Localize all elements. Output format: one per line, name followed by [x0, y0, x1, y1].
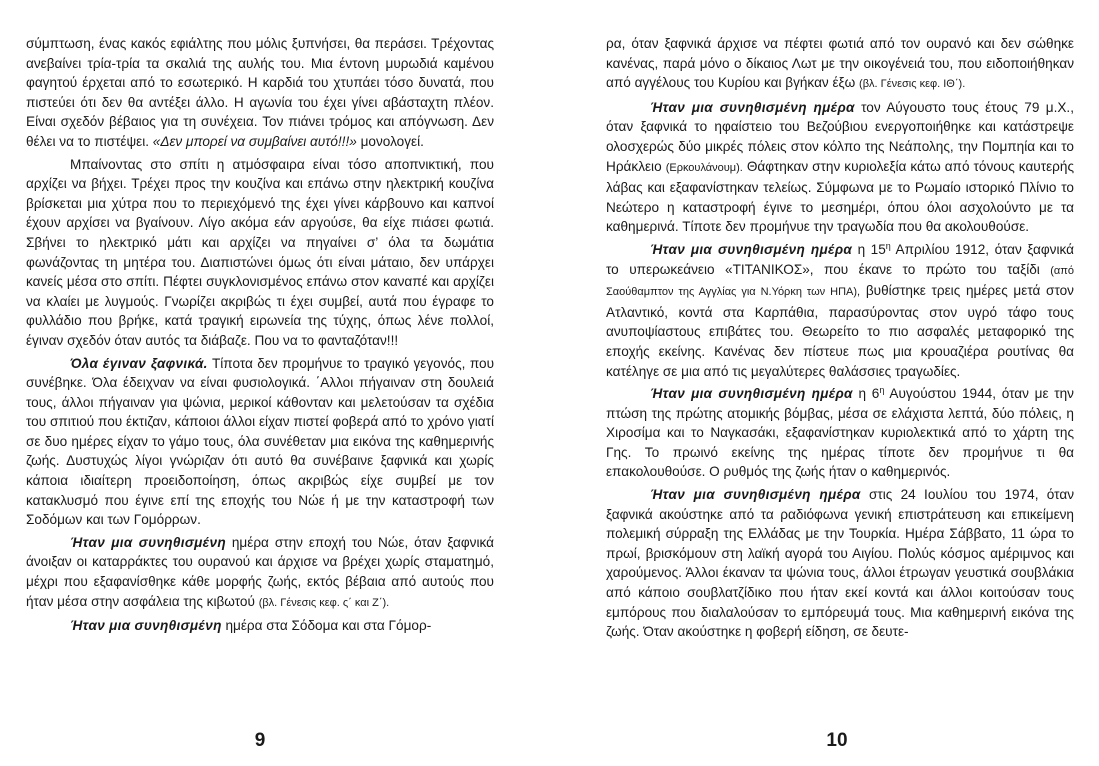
lead-phrase: Όλα έγιναν ξαφνικά. [70, 355, 208, 371]
reference-note: (από Σαούθαμπτον της Αγγλίας για Ν.Υόρκη των ΗΠΑ), [606, 264, 1074, 299]
ordinal-superscript: η [885, 240, 891, 251]
paragraph [606, 34, 1074, 95]
quote-text: «Δεν μπορεί να συμβαίνει αυτό!!!» [152, 133, 357, 149]
paragraph-text: Απριλίου 1912, όταν ξαφνικά το υπερωκεάνειο «ΤΙΤΑΝΙΚΟΣ», που έκανε το πρώτο του ταξίδι [606, 241, 1074, 277]
paragraph-text: ημέρα στα Σόδομα και στα Γόμορ- [225, 618, 432, 634]
paragraph [606, 384, 1074, 482]
paragraph-text: η 6 [858, 386, 880, 402]
paragraph: Μπαίνοντας στο σπίτι η ατμόσφαιρα είναι τόσο αποπνικτική, που αρχίζει να βήχει. Τρέχει προς την κουζίνα και επάνω στην ηλεκτρική κουζίνα βρίσκεται μια χύτρα που το περιεχόμενό της έχει γίνει κάρβουνο και καπνοί έχουν αρχίσει να βγαίνουν. Λίγο ακόμα εάν αργούσε, θα είχε πιάσει φωτιά. Σβήνει το ηλεκτρικό μάτι και αρχίζει να πηγαίνει σ’ όλα τα δωμάτια φωνάζοντας τη μητέρα του. Διαπιστώνει όμως ότι είναι μάταιο, δεν υπάρχει κανείς μέσα στο σπίτι. Πέφτει συγκλονισμένος επάνω στον καναπέ και αρχίζει να κλαίει με λυγμούς. Γνωρίζει ακριβώς τι έχει συμβεί, αυτά που έγραφε το φυλλάδιο που βρήκε, κατά τραγική ειρωνεία της τύχης, όπως λένε πολλοί, έγιναν σχεδόν όταν αυτός τα διάβαζε. Που να το φανταζόταν!!! [26, 156, 494, 348]
paragraph [26, 616, 494, 636]
right-page [606, 34, 1074, 642]
paragraph [26, 354, 494, 530]
page-number-left: 9 [254, 730, 266, 751]
paragraph-text: στις 24 Ιουλίου του 1974, όταν ξαφνικά ακούστηκε από τα ραδιόφωνα γενική επιστράτευση και επικείμενη πολεμική σύρραξη της Ελλάδας με την Τουρκία. Ημέρα Σάββατο, 11 ώρα το πρωί, βρισκόμουν στη λαϊκή αγορά του Αιγίου. Πολύς κόσμος αμέριμνος και χαρούμενος. Άλλοι έκαναν τα ψώνια τους, άλλοι έτρωγαν γευστικά σουβλάκια από κάποιο σουβλατζίδικο που ήταν εκεί κοντά και άλλοι κοιτούσαν τους εμπόρους που διαλαλούσαν το εμπόρευμά τους. Μια καθημερινή εικόνα της ζωής. Όταν ακούστηκε η φοβερή είδηση, σε δευτε- [606, 487, 1075, 640]
paragraph-text: μονολογεί. [360, 133, 424, 149]
lead-phrase: Ήταν μια συνηθισμένη ημέρα [650, 99, 855, 115]
paragraph-text: Τίποτα δεν προμήνυε το τραγικό γεγονός, που συνέβηκε. Όλα έδειχναν να είναι φυσιολογικά. ΄Αλλοι πήγαιναν στη δουλειά τους, άλλοι πήγαιναν για ψώνια, μερικοί κάθονταν και μελετούσαν τα σχέδια του σπιτιού που έκτιζαν, κάποιοι άλλοι είχαν πιστεί φοβερά από το χρόνο γιατί σε δυο ημέρες είχαν το γάμο τους, όλα συνέθεταν μια εικόνα της καθημερινής ζωής. Δυστυχώς λίγοι γνώριζαν ότι αυτό θα συνέβαινε ξαφνικά και χωρίς κάποια ιδιαίτερη προειδοποίηση, όπως ακριβώς είχε συμβεί με τον κατακλυσμό που έγινε επί της εποχής του Νώε ή με την καταστροφή των Σοδόμων και των Γομόρρων. [26, 355, 494, 528]
paragraph [606, 485, 1074, 642]
bible-reference: (βλ. Γένεσις κεφ. ς΄ και Ζ΄). [258, 596, 390, 609]
left-page [26, 34, 494, 636]
lead-phrase: Ήταν μια συνηθισμένη ημέρα [650, 386, 853, 402]
paragraph [606, 240, 1074, 381]
paragraph-text: βυθίστηκε τρεις ημέρες μετά στον Ατλαντικό, κοντά στα Καρπάθια, παρασύροντας στον υγρό τάφο τους ανυποψίαστους επιβάτες του. Θεωρείτο το πιο ασφαλές μεταφορικό της εποχής εκείνης. Κανένας δεν πίστευε πως μια κρουαζιέρα ρουτίνας θα κατέληγε σε μια από τις μεγαλύτερες θαλάσσιες τραγωδίες. [606, 283, 1074, 379]
paragraph-text: ημέρα στην εποχή του Νώε, όταν ξαφνικά άνοιξαν οι καταρράκτες του ουρανού και άρχισε να βρέχει χωρίς σταματημό, μέχρι που εξαφανίσθηκε κάθε μορφής ζωής, εκτός βέβαια από αυτούς που ήταν μέσα στην ασφάλεια της κιβωτού [26, 534, 494, 609]
paragraph [26, 533, 494, 613]
bible-reference: (βλ. Γένεσις κεφ. ΙΘ΄). [859, 78, 966, 91]
paragraph-text: Θάφτηκαν στην κυριολεξία κάτω από τόνους καυτερής λάβας και εξαφανίστηκαν τελείως. Σύμφωνα με το Ρωμαίο ιστορικό Πλίνιο το Νεώτερο η καταστροφή έγινε το μεσημέρι, όπου όλοι ασχολούντο με τα καθημερινά. Τίποτε δεν προμήνυε την τραγωδία που θα ακολουθούσε. [606, 158, 1075, 235]
lead-phrase: Ήταν μια συνηθισμένη ημέρα [650, 487, 861, 503]
paragraph-text: σύμπτωση, ένας κακός εφιάλτης που μόλις ξυπνήσει, θα περάσει. Τρέχοντας ανεβαίνει τρία-τρία τα σκαλιά της αυλής του. Μια έντονη μυρωδιά καμένου φαγητού έρχεται από το εσωτερικό. Η καρδιά του χτυπάει τόσο δυνατά, που πιστεύει ότι δεν θα αντέξει άλλο. Η αγωνία του έχει γίνει αβάσταχτη πλέον. Είναι σχεδόν βέβαιος για τη συνέχεια. Τον πιάνει τρόμος και απόγνωση. Δεν θέλει να το πιστέψει. [26, 36, 494, 149]
paragraph [26, 34, 494, 152]
lead-phrase: Ήταν μια συνηθισμένη [70, 618, 222, 634]
page-number-right: 10 [826, 730, 848, 751]
ordinal-superscript: η [879, 385, 885, 396]
lead-phrase: Ήταν μια συνηθισμένη ημέρα [650, 241, 853, 257]
lead-phrase: Ήταν μια συνηθισμένη [70, 534, 226, 550]
paragraph-text: ρα, όταν ξαφνικά άρχισε να πέφτει φωτιά από τον ουρανό και δεν σώθηκε κανένας, παρά μόνο ο δίκαιος Λωτ με την οικογένειά του, που ειδοποιήθηκαν από αγγέλους του Κυρίου και βγήκαν έξω [606, 36, 1074, 91]
paragraph-text: Αυγούστου 1944, όταν με την πτώση της πρώτης ατομικής βόμβας, μέσα σε ελάχιστα λεπτά, δύο πόλεις, η Χιροσίμα και το Ναγκασάκι, εξαφανίστηκαν κυριολεκτικά από το χάρτη της Γης. Το πρωινό εκείνης της ημέρας τίποτε δεν προμήνυε τι θα επακολουθούσε. Ο ρυθμός της ζωής ήταν ο καθημερινός. [606, 386, 1074, 480]
paragraph [606, 98, 1074, 237]
paragraph-text: η 15 [857, 241, 886, 257]
reference-note: (Ερκουλάνουμ). [665, 161, 743, 174]
paragraph-text: τον Αύγουστο τους έτους 79 μ.Χ., όταν ξαφνικά το ηφαίστειο του Βεζούβιου ενεργοποιήθηκε και κατάστρεψε ολοσχερώς δύο μικρές πόλεις στον κόλπο της Νεάπολης, την Πομπηία και το Ηράκλειο [606, 99, 1074, 174]
